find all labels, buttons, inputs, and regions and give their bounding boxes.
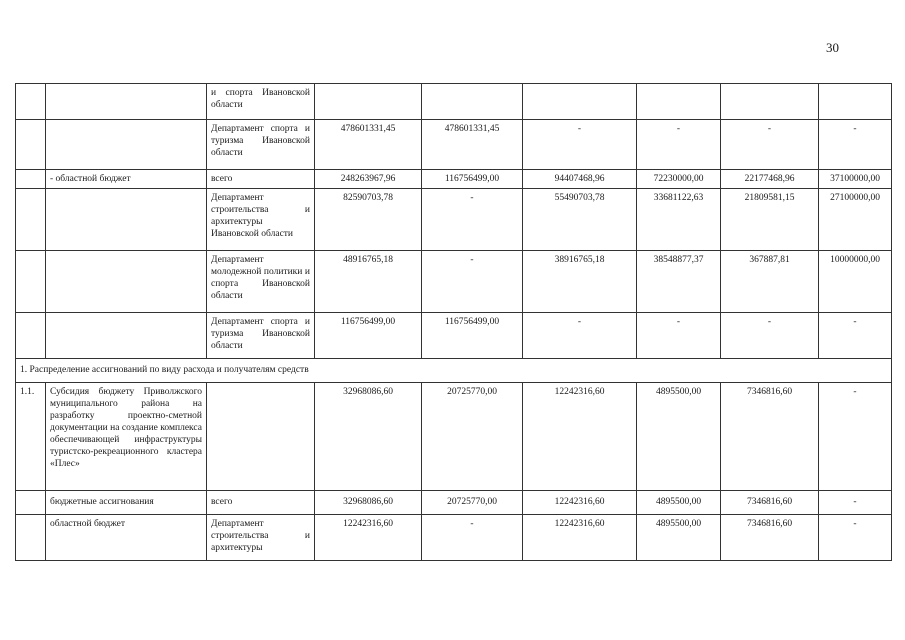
row-number-cell	[16, 84, 46, 120]
amount-cell: 12242316,60	[523, 515, 637, 561]
amount-cell: 478601331,45	[422, 120, 523, 170]
table-row	[16, 120, 892, 170]
page-number: 30	[826, 40, 839, 55]
department-cell: Департамент строительства и архитектуры Ивановской области	[207, 189, 315, 251]
department-cell: Департамент спорта и туризма Ивановской области	[207, 313, 315, 359]
amount-cell: 12242316,60	[315, 515, 422, 561]
amount-cell: -	[721, 120, 819, 170]
department-cell: Департамент молодежной политики и спорта Ивановской области	[207, 251, 315, 313]
description-cell	[46, 313, 207, 359]
row-number-cell	[16, 189, 46, 251]
amount-cell: 20725770,00	[422, 383, 523, 491]
amount-cell: -	[422, 189, 523, 251]
budget-table	[15, 83, 892, 561]
amount-cell: 7346816,60	[721, 515, 819, 561]
description-cell	[46, 251, 207, 313]
description-cell: бюджетные ассигнования	[46, 491, 207, 515]
amount-cell: 4895500,00	[637, 515, 721, 561]
row-number-cell	[16, 491, 46, 515]
row-number-cell	[16, 120, 46, 170]
amount-cell: 248263967,96	[315, 170, 422, 189]
amount-cell: 55490703,78	[523, 189, 637, 251]
section-heading: 1. Распределение ассигнований по виду расхода и получателям средств	[16, 359, 892, 383]
description-cell: областной бюджет	[46, 515, 207, 561]
department-cell: Департамент спорта и туризма Ивановской области	[207, 120, 315, 170]
amount-cell: -	[819, 515, 892, 561]
row-number-cell	[16, 313, 46, 359]
amount-cell: -	[422, 515, 523, 561]
description-cell	[46, 189, 207, 251]
amount-cell: 72230000,00	[637, 170, 721, 189]
amount-cell: -	[819, 120, 892, 170]
amount-cell: 21809581,15	[721, 189, 819, 251]
amount-cell: 10000000,00	[819, 251, 892, 313]
amount-cell	[819, 84, 892, 120]
amount-cell	[422, 84, 523, 120]
department-cell: всего	[207, 170, 315, 189]
amount-cell: -	[422, 251, 523, 313]
department-cell: всего	[207, 491, 315, 515]
table-row	[16, 515, 892, 561]
table-row	[16, 313, 892, 359]
amount-cell: 7346816,60	[721, 383, 819, 491]
amount-cell: 116756499,00	[422, 170, 523, 189]
section-header-row	[16, 359, 892, 383]
amount-cell: 27100000,00	[819, 189, 892, 251]
amount-cell: 33681122,63	[637, 189, 721, 251]
description-cell	[46, 120, 207, 170]
amount-cell: -	[819, 491, 892, 515]
amount-cell: 22177468,96	[721, 170, 819, 189]
amount-cell: 20725770,00	[422, 491, 523, 515]
amount-cell: 12242316,60	[523, 491, 637, 515]
amount-cell: 116756499,00	[315, 313, 422, 359]
amount-cell: 12242316,60	[523, 383, 637, 491]
amount-cell: -	[637, 313, 721, 359]
row-number-cell	[16, 251, 46, 313]
amount-cell: -	[523, 313, 637, 359]
table-row	[16, 170, 892, 189]
row-number-cell	[16, 170, 46, 189]
amount-cell: 4895500,00	[637, 383, 721, 491]
amount-cell	[315, 84, 422, 120]
row-number-cell	[16, 515, 46, 561]
description-cell: - областной бюджет	[46, 170, 207, 189]
amount-cell: 478601331,45	[315, 120, 422, 170]
table-row	[16, 383, 892, 491]
amount-cell: 48916765,18	[315, 251, 422, 313]
amount-cell: -	[721, 313, 819, 359]
amount-cell: 38916765,18	[523, 251, 637, 313]
amount-cell: 7346816,60	[721, 491, 819, 515]
amount-cell: 116756499,00	[422, 313, 523, 359]
department-cell	[207, 383, 315, 491]
amount-cell	[637, 84, 721, 120]
amount-cell: -	[523, 120, 637, 170]
table-row	[16, 491, 892, 515]
department-cell: и спорта Ивановской области	[207, 84, 315, 120]
amount-cell: 37100000,00	[819, 170, 892, 189]
table-row	[16, 189, 892, 251]
amount-cell: 32968086,60	[315, 383, 422, 491]
amount-cell: -	[637, 120, 721, 170]
amount-cell: 4895500,00	[637, 491, 721, 515]
amount-cell: 82590703,78	[315, 189, 422, 251]
amount-cell: -	[819, 383, 892, 491]
amount-cell: 38548877,37	[637, 251, 721, 313]
amount-cell: 367887,81	[721, 251, 819, 313]
description-cell	[46, 84, 207, 120]
amount-cell	[721, 84, 819, 120]
row-number-cell: 1.1.	[16, 383, 46, 491]
department-cell: Департамент строительства и архитектуры	[207, 515, 315, 561]
amount-cell: -	[819, 313, 892, 359]
table-row	[16, 84, 892, 120]
amount-cell	[523, 84, 637, 120]
table-row	[16, 251, 892, 313]
description-cell: Субсидия бюджету Приволжского муниципального района на разработку проектно-сметной документации на создание комплекса обеспечивающей инфраструктуры туристско-рекреационного кластера «Плес»	[46, 383, 207, 491]
amount-cell: 32968086,60	[315, 491, 422, 515]
amount-cell: 94407468,96	[523, 170, 637, 189]
